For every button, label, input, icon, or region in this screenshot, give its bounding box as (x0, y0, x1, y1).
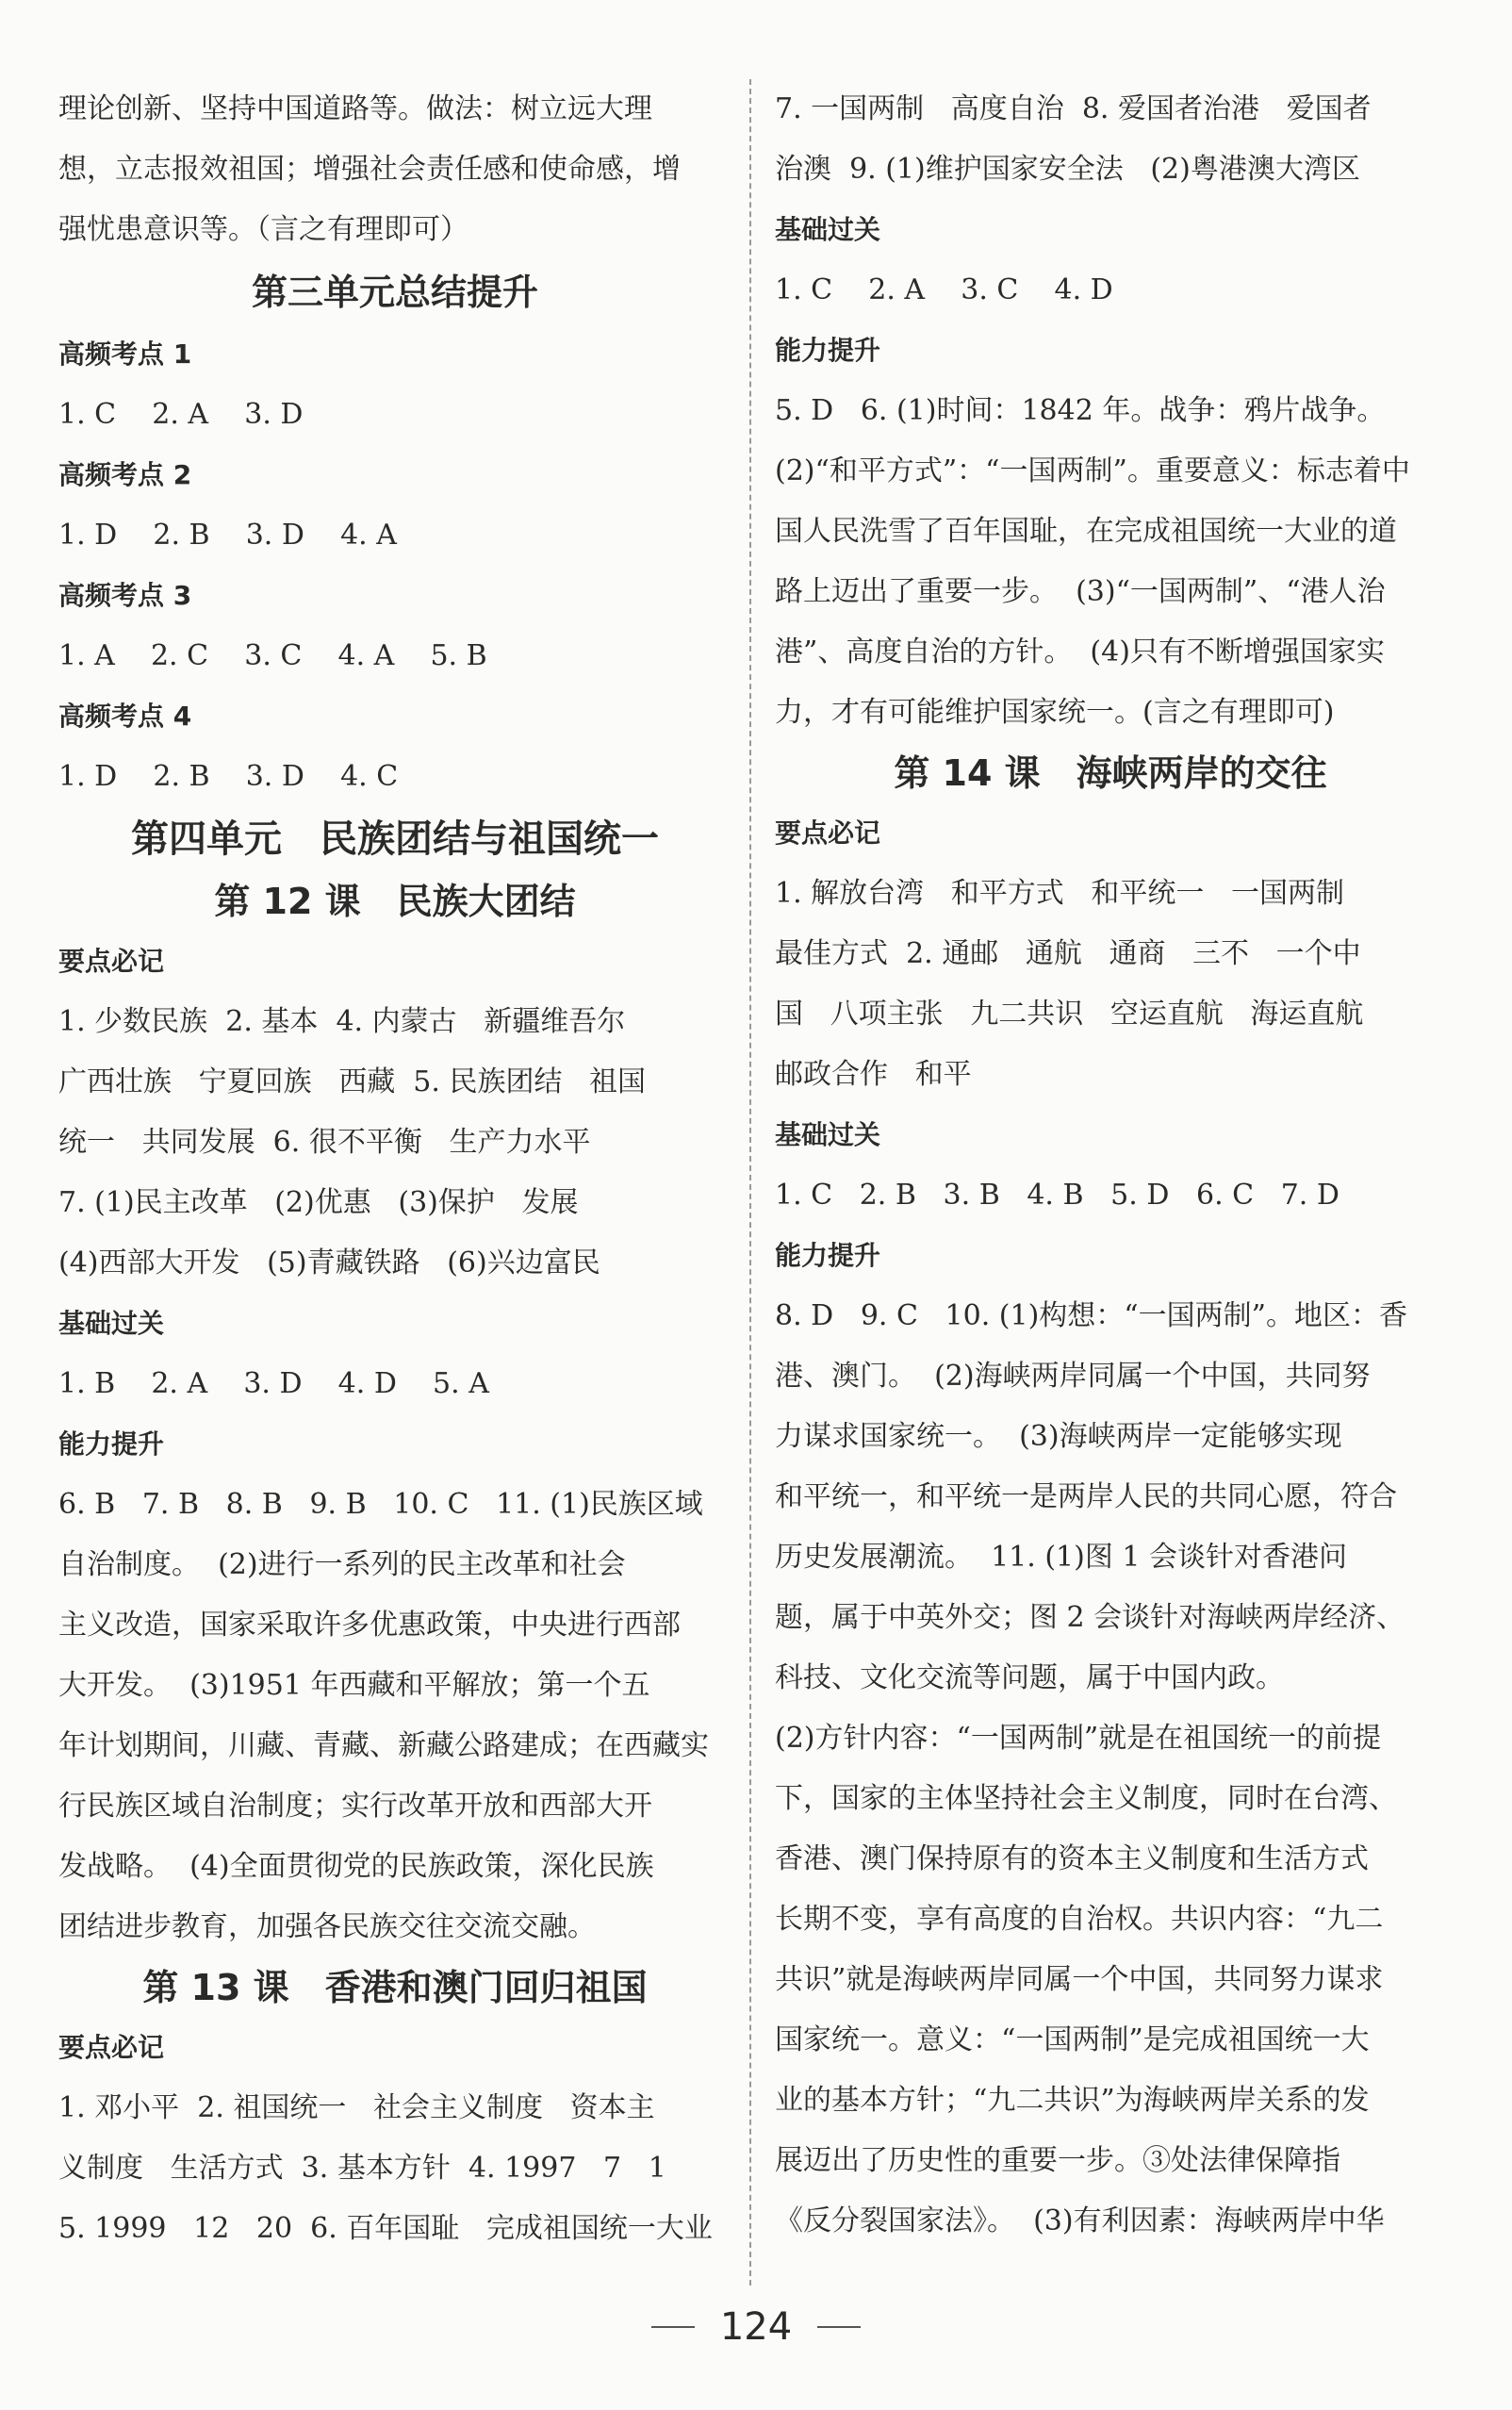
text-line: 历史发展潮流。 11. (1)图 1 会谈针对香港问 (775, 1541, 1347, 1574)
footer-dash-left (651, 2326, 695, 2328)
section-heading: 要点必记 (775, 817, 881, 849)
text-line: 展迈出了历史性的重要一步。③处法律保障指 (775, 2144, 1340, 2177)
section-heading: 要点必记 (58, 2032, 165, 2063)
section-heading: 能力提升 (58, 1428, 165, 1460)
text-line: 8. D 9. C 10. (1)构想：“一国两制”。地区：香 (775, 1299, 1407, 1332)
text-line: 1. 少数民族 2. 基本 4. 内蒙古 新疆维吾尔 (58, 1005, 626, 1038)
text-line: 港”、高度自治的方针。 (4)只有不断增强国家实 (775, 636, 1385, 669)
text-line: 科技、文化交流等问题，属于中国内政。 (775, 1661, 1284, 1694)
text-line: 邮政合作 和平 (775, 1058, 972, 1091)
right-column (775, 79, 1446, 2252)
answer-line: 1. B 2. A 3. D 4. D 5. A (58, 1367, 489, 1400)
section-heading: 高频考点 3 (58, 580, 192, 611)
section-heading: 高频考点 4 (58, 701, 192, 732)
text-line: 和平统一，和平统一是两岸人民的共同心愿，符合 (775, 1480, 1397, 1513)
section-heading: 高频考点 1 (58, 338, 192, 370)
text-line: 力谋求国家统一。 (3)海峡两岸一定能够实现 (775, 1420, 1342, 1453)
text-line: 路上迈出了重要一步。 (3)“一国两制”、“港人治 (775, 575, 1386, 608)
text-line: 下，国家的主体坚持社会主义制度，同时在台湾、 (775, 1782, 1397, 1815)
section-heading: 能力提升 (775, 1240, 881, 1271)
footer-dash-right (817, 2326, 861, 2328)
section-heading: 基础过关 (775, 1119, 881, 1150)
text-line: 香港、澳门保持原有的资本主义制度和生活方式 (775, 1842, 1369, 1875)
lesson-13-title: 第 13 课 香港和澳门回归祖国 (142, 1967, 648, 2008)
text-line: (2)“和平方式”：“一国两制”。重要意义：标志着中 (775, 454, 1410, 487)
text-line: 自治制度。 (2)进行一系列的民主改革和社会 (58, 1548, 626, 1581)
text-line: (4)西部大开发 (5)青藏铁路 (6)兴边富民 (58, 1246, 600, 1279)
text-line: 国 八项主张 九二共识 空运直航 海运直航 (775, 998, 1364, 1031)
text-line: 行民族区域自治制度；实行改革开放和西部大开 (58, 1790, 652, 1823)
text-line: 义制度 生活方式 3. 基本方针 4. 1997 7 1 (58, 2152, 666, 2185)
text-line: 共识”就是海峡两岸同属一个中国，共同努力谋求 (775, 1963, 1384, 1996)
answer-line: 1. D 2. B 3. D 4. C (58, 760, 399, 793)
text-line: 治澳 9. (1)维护国家安全法 (2)粤港澳大湾区 (775, 153, 1360, 186)
text-line: 广西壮族 宁夏回族 西藏 5. 民族团结 祖国 (58, 1065, 647, 1098)
text-line: 国家统一。意义：“一国两制”是完成祖国统一大 (775, 2023, 1370, 2056)
answer-line: 1. A 2. C 3. C 4. A 5. B (58, 639, 487, 672)
text-line: 国人民洗雪了百年国耻，在完成祖国统一大业的道 (775, 515, 1397, 548)
text-line: (2)方针内容：“一国两制”就是在祖国统一的前提 (775, 1722, 1382, 1755)
section-heading: 高频考点 2 (58, 459, 192, 490)
section-heading: 要点必记 (58, 946, 165, 977)
unit4-title: 第四单元 民族团结与祖国统一 (131, 817, 659, 861)
text-line: 7. (1)民主改革 (2)优惠 (3)保护 发展 (58, 1186, 579, 1219)
answer-line: 1. C 2. B 3. B 4. B 5. D 6. C 7. D (775, 1179, 1339, 1212)
text-line: 5. 1999 12 20 6. 百年国耻 完成祖国统一大业 (58, 2212, 713, 2245)
text-line: 最佳方式 2. 通邮 通航 通商 三不 一个中 (775, 937, 1361, 970)
text-line: 7. 一国两制 高度自治 8. 爱国者治港 爱国者 (775, 92, 1372, 125)
answer-line: 1. D 2. B 3. D 4. A (58, 519, 397, 552)
text-line: 统一 共同发展 6. 很不平衡 生产力水平 (58, 1126, 591, 1159)
text-line: 团结进步教育，加强各民族交往交流交融。 (58, 1910, 596, 1943)
text-line: 主义改造，国家采取许多优惠政策，中央进行西部 (58, 1609, 681, 1642)
lesson-12-title: 第 12 课 民族大团结 (214, 881, 576, 922)
section-heading: 能力提升 (775, 335, 881, 366)
text-line: 5. D 6. (1)时间：1842 年。战争：鸦片战争。 (775, 394, 1386, 427)
column-divider (749, 79, 751, 2286)
text-line: 业的基本方针；“九二共识”为海峡两岸关系的发 (775, 2084, 1370, 2117)
text-line: 1. 邓小平 2. 祖国统一 社会主义制度 资本主 (58, 2091, 655, 2124)
text-line: 理论创新、坚持中国道路等。做法：树立远大理 (58, 92, 652, 125)
left-column (58, 79, 731, 2259)
lesson-14-title: 第 14 课 海峡两岸的交往 (894, 752, 1327, 794)
text-line: 大开发。 (3)1951 年西藏和平解放；第一个五 (58, 1669, 650, 1702)
text-line: 发战略。 (4)全面贯彻党的民族政策，深化民族 (58, 1850, 654, 1883)
section-heading: 基础过关 (775, 214, 881, 245)
section-heading: 基础过关 (58, 1308, 165, 1339)
text-line: 想，立志报效祖国；增强社会责任感和使命感，增 (58, 153, 681, 186)
unit3-summary-title: 第三单元总结提升 (251, 272, 538, 313)
page-footer (0, 2299, 1512, 2355)
text-line: 《反分裂国家法》。 (3)有利因素：海峡两岸中华 (775, 2204, 1385, 2237)
text-line: 强忧患意识等。（言之有理即可） (58, 213, 468, 246)
text-line: 年计划期间，川藏、青藏、新藏公路建成；在西藏实 (58, 1729, 709, 1762)
text-line: 题，属于中英外交；图 2 会谈针对海峡两岸经济、 (775, 1601, 1405, 1634)
text-line: 港、澳门。 (2)海峡两岸同属一个中国，共同努 (775, 1360, 1371, 1393)
text-line: 长期不变，享有高度的自治权。共识内容：“九二 (775, 1903, 1384, 1936)
text-line: 6. B 7. B 8. B 9. B 10. C 11. (1)民族区域 (58, 1488, 703, 1521)
text-line: 力，才有可能维护国家统一。(言之有理即可) (775, 696, 1335, 729)
page-number: 124 (719, 2305, 793, 2349)
answer-line: 1. C 2. A 3. D (58, 398, 304, 431)
answer-line: 1. C 2. A 3. C 4. D (775, 273, 1113, 306)
text-line: 1. 解放台湾 和平方式 和平统一 一国两制 (775, 877, 1344, 910)
